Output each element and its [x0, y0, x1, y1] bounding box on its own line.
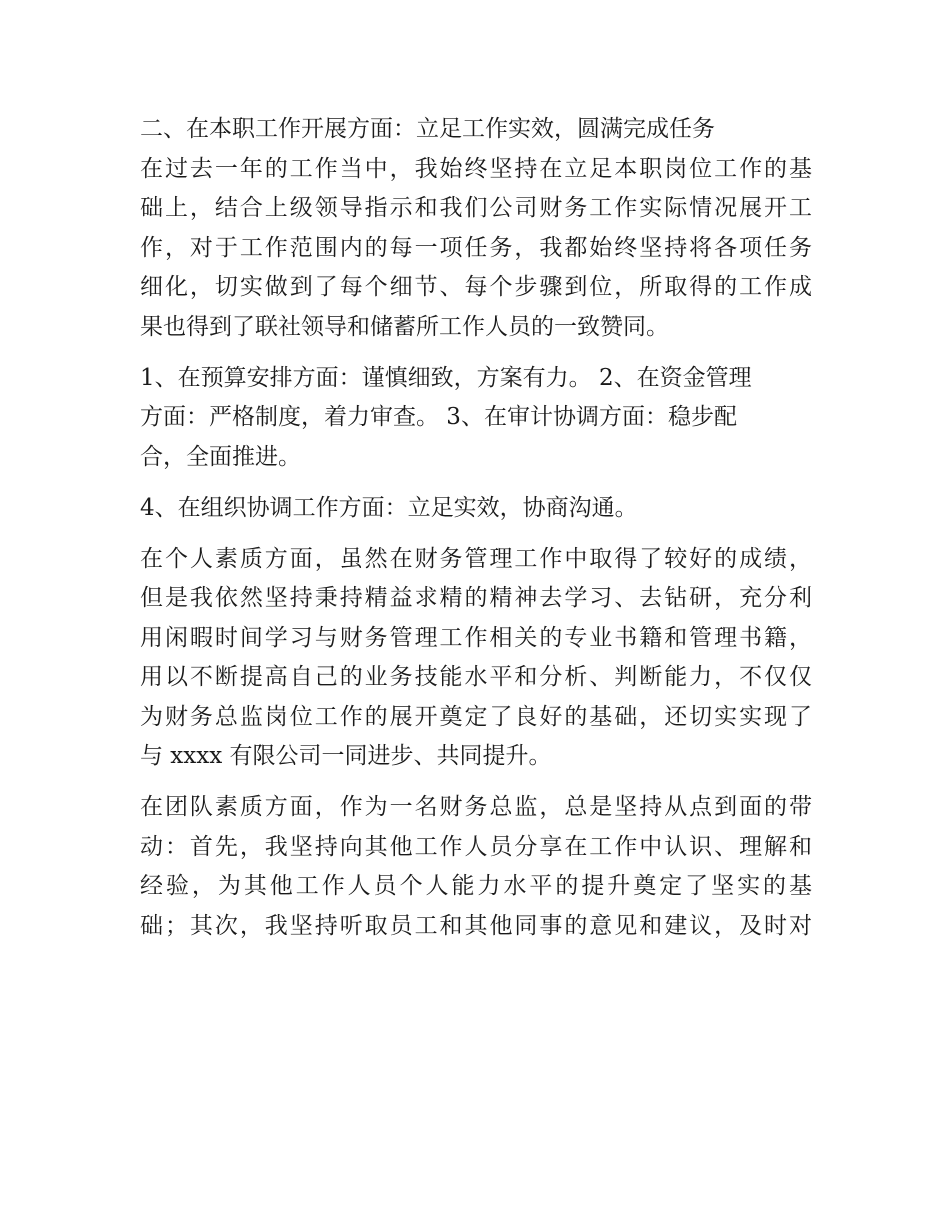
- paragraph-line: 合，全面推进。: [140, 443, 301, 470]
- paragraph-line: 在过去一年的工作当中，我始终坚持在立足本职岗位工作的基: [140, 155, 812, 182]
- paragraph-line: 1、在预算安排方面：谨慎细致，方案有力。 2、在资金管理: [140, 364, 752, 391]
- paragraph-3: [140, 489, 812, 529]
- paragraph-line: 方面：严格制度，着力审查。 3、在审计协调方面：稳步配: [140, 404, 737, 430]
- section-heading: 二、在本职工作开展方面：立足工作实效，圆满完成任务: [140, 116, 715, 142]
- paragraph-line: 在团队素质方面，作为一名财务总监，总是坚持从点到面的带: [140, 794, 812, 820]
- paragraph-line: 4、在组织协调工作方面：立足实效，协商沟通。: [140, 494, 638, 521]
- paragraph-line: 作，对于工作范围内的每一项任务，我都始终坚持将各项任务: [140, 234, 812, 261]
- paragraph-line: 为财务总监岗位工作的展开奠定了良好的基础，还切实实现了: [140, 703, 812, 730]
- paragraph-5: [140, 788, 812, 946]
- paragraph-4: [140, 540, 812, 777]
- paragraph-2: [140, 359, 812, 478]
- paragraph-line: 果也得到了联社领导和储蓄所工作人员的一致赞同。: [140, 313, 669, 340]
- paragraph-line: 用以不断提高自己的业务技能水平和分析、判断能力，不仅仅: [140, 664, 812, 690]
- document-body: [140, 110, 812, 946]
- paragraph-line: 经验，为其他工作人员个人能力水平的提升奠定了坚实的基: [140, 873, 812, 899]
- paragraph-line: 用闲暇时间学习与财务管理工作相关的专业书籍和管理书籍，: [140, 624, 812, 651]
- paragraph-line: 础；其次，我坚持听取员工和其他同事的意见和建议，及时对: [140, 912, 812, 939]
- paragraph-line: 动：首先，我坚持向其他工作人员分享在工作中认识、理解和: [140, 833, 812, 860]
- paragraph-line: 细化，切实做到了每个细节、每个步骤到位，所取得的工作成: [140, 274, 812, 300]
- paragraph-1: [140, 150, 812, 348]
- paragraph-line: 与 xxxx 有限公司一同进步、共同提升。: [140, 743, 552, 769]
- paragraph-line: 在个人素质方面，虽然在财务管理工作中取得了较好的成绩，: [140, 545, 812, 572]
- paragraph-line: 础上，结合上级领导指示和我们公司财务工作实际情况展开工: [140, 195, 812, 221]
- paragraph-line: 但是我依然坚持秉持精益求精的精神去学习、去钻研，充分利: [140, 585, 812, 611]
